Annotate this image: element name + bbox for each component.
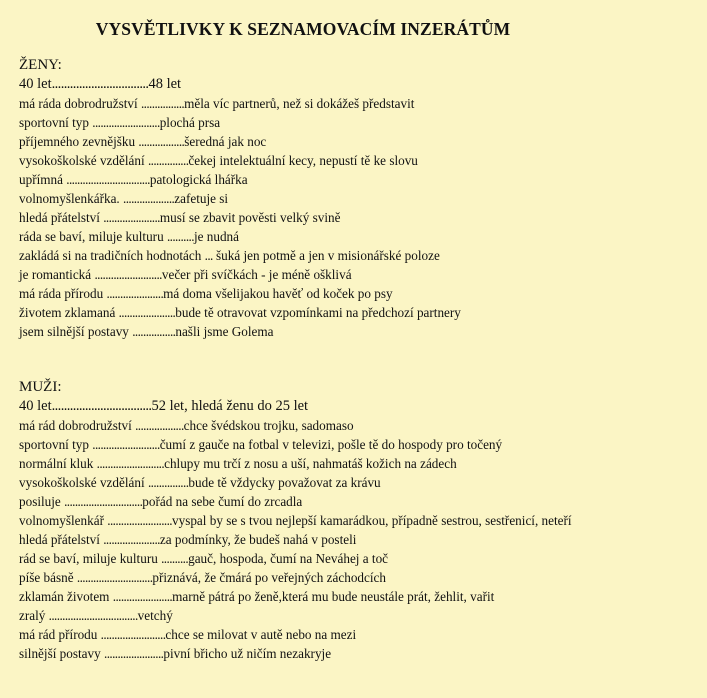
dot-leader: ..................... — [118, 305, 176, 320]
ad-meaning: chlupy mu trčí z nosu a uší, nahmatáš kožich na zádech — [164, 456, 457, 471]
list-item — [19, 189, 461, 208]
list-item — [19, 322, 461, 341]
ad-meaning: patologická lhářka — [149, 172, 248, 187]
ad-meaning: šeredná jak noc — [184, 134, 267, 149]
list-item — [19, 94, 461, 113]
dot-leader: .......... — [161, 551, 189, 566]
dot-leader: ................. — [138, 134, 185, 149]
list-item — [19, 397, 572, 416]
dot-leader: ............................ — [76, 570, 153, 585]
ad-phrase: sportovní typ — [19, 437, 93, 452]
list-item — [19, 568, 572, 587]
dot-leader: ................... — [123, 191, 175, 206]
list-item — [19, 170, 461, 189]
ad-meaning: večer při svíčkách - je méně ošklivá — [161, 267, 352, 282]
ad-phrase: má ráda přírodu — [19, 286, 107, 301]
ad-phrase: je romantická — [19, 267, 95, 282]
dot-leader: ..................... — [103, 532, 160, 547]
ad-meaning: čekej intelektuální kecy, nepustí tě ke slovu — [188, 153, 418, 168]
list-item — [19, 284, 461, 303]
ad-phrase: vysokoškolské vzdělání — [19, 475, 148, 490]
ad-phrase: sportovní typ — [19, 115, 93, 130]
list-item — [19, 530, 572, 549]
dot-leader: ................ — [140, 96, 185, 111]
ad-meaning: přiznává, že čmárá po veřejných záchodcích — [152, 570, 386, 585]
dot-leader: ......................... — [92, 437, 160, 452]
dot-leader: ................................ — [51, 76, 149, 92]
section-heading-muzi: MUŽI: — [19, 379, 62, 395]
dot-leader: ...................... — [112, 589, 173, 604]
ad-meaning: bude tě vždycky považovat za krávu — [188, 475, 381, 490]
list-item — [19, 265, 461, 284]
list-item — [19, 246, 461, 265]
ad-phrase: rád se baví, miluje kulturu — [19, 551, 162, 566]
list-item — [19, 132, 461, 151]
dot-leader: ...................... — [104, 646, 164, 661]
dot-leader: ......................... — [96, 456, 165, 471]
list-item — [19, 625, 572, 644]
zeny-list — [19, 75, 461, 341]
dot-leader: .................. — [135, 418, 184, 433]
ad-meaning: 52 let, hledá ženu do 25 let — [151, 398, 309, 414]
ad-meaning: je nudná — [193, 229, 239, 244]
list-item — [19, 416, 572, 435]
dot-leader: ..................... — [106, 286, 164, 301]
ad-phrase: volnomyšlenkář — [19, 513, 108, 528]
ad-phrase: má rád přírodu — [19, 627, 101, 642]
ad-phrase: životem zklamaná — [19, 305, 119, 320]
dot-leader: ......................... — [92, 115, 160, 130]
ad-phrase: hledá přátelství — [19, 532, 104, 547]
ad-meaning: marně pátrá po ženě,která mu bude neustále prát, žehlit, vařit — [172, 589, 495, 604]
dot-leader: ............... — [147, 153, 189, 168]
ad-meaning: našli jsme Golema — [175, 324, 274, 339]
ad-phrase: hledá přátelství — [19, 210, 104, 225]
ad-meaning: má doma všelijakou havěť od koček po psy — [163, 286, 393, 301]
dot-leader: ..................... — [103, 210, 160, 225]
list-item — [19, 303, 461, 322]
list-item — [19, 208, 461, 227]
dot-leader: ............... — [147, 475, 189, 490]
list-item — [19, 549, 572, 568]
ad-meaning: plochá prsa — [159, 115, 221, 130]
ad-phrase: volnomyšlenkářka. — [19, 191, 124, 206]
ad-phrase: 40 let — [19, 76, 52, 92]
ad-phrase: zklamán životem — [19, 589, 113, 604]
list-item — [19, 454, 572, 473]
list-item — [19, 587, 572, 606]
ad-phrase: vysokoškolské vzdělání — [19, 153, 148, 168]
ad-meaning: bude tě otravovat vzpomínkami na předchozí partnery — [175, 305, 461, 320]
list-item — [19, 606, 572, 625]
ad-meaning: pivní břicho už ničím nezakryje — [163, 646, 332, 661]
ad-phrase: příjemného zevnějšku — [19, 134, 139, 149]
ad-phrase: silnější postavy — [19, 646, 104, 661]
ad-meaning: vyspal by se s tvou nejlepší kamarádkou, případně sestrou, sestřenicí, neteří — [172, 513, 572, 528]
dot-leader: ................................. — [51, 398, 152, 414]
page-title: VYSVĚTLIVKY K SEZNAMOVACÍM INZERÁTŮM — [95, 19, 511, 39]
list-item — [19, 492, 572, 511]
ad-meaning: chce švédskou trojku, sadomaso — [183, 418, 354, 433]
ad-phrase: 40 let — [19, 398, 52, 414]
ad-meaning: gauč, hospoda, čumí na Neváhej a toč — [188, 551, 389, 566]
ad-phrase: jsem silnější postavy — [19, 324, 133, 339]
list-item — [19, 511, 572, 530]
dot-leader: ............................... — [66, 172, 150, 187]
ad-meaning: čumí z gauče na fotbal v televizi, pošle tě do hospody pro točený — [159, 437, 503, 452]
ad-meaning: zafetuje si — [174, 191, 229, 206]
list-item — [19, 75, 461, 94]
list-item — [19, 227, 461, 246]
ad-phrase: zakládá si na tradičních hodnotách — [19, 248, 205, 263]
ad-meaning: chce se milovat v autě nebo na mezi — [165, 627, 357, 642]
dot-leader: ........................ — [107, 513, 173, 528]
ad-phrase: má rád dobrodružství — [19, 418, 136, 433]
list-item — [19, 644, 572, 663]
ad-meaning: za podmínky, že budeš nahá v posteli — [159, 532, 357, 547]
list-item — [19, 113, 461, 132]
dot-leader: ........................ — [100, 627, 166, 642]
dot-leader: ................................. — [48, 608, 138, 623]
ad-phrase: normální kluk — [19, 456, 97, 471]
ad-phrase: ráda se baví, miluje kulturu — [19, 229, 167, 244]
ad-phrase: zralý — [19, 608, 49, 623]
dot-leader: ................ — [132, 324, 176, 339]
ad-meaning: musí se zbavit pověsti velký svině — [159, 210, 341, 225]
dot-leader: ......................... — [94, 267, 162, 282]
ad-meaning: šuká jen potmě a jen v misionářské poloze — [212, 248, 440, 263]
ad-phrase: píše básně — [19, 570, 77, 585]
dot-leader: ............................. — [64, 494, 143, 509]
ad-meaning: 48 let — [148, 76, 182, 92]
ad-phrase: má ráda dobrodružství — [19, 96, 141, 111]
section-heading-zeny: ŽENY: — [19, 57, 62, 73]
dot-leader: ... — [204, 248, 213, 263]
dot-leader: .......... — [166, 229, 194, 244]
ad-phrase: posiluje — [19, 494, 65, 509]
ad-phrase: upřímná — [19, 172, 67, 187]
ad-meaning: pořád na sebe čumí do zrcadla — [142, 494, 303, 509]
ad-meaning: vetchý — [137, 608, 173, 623]
list-item — [19, 435, 572, 454]
ad-meaning: měla víc partnerů, než si dokážeš představit — [184, 96, 415, 111]
muzi-list — [19, 397, 572, 663]
list-item — [19, 473, 572, 492]
list-item — [19, 151, 461, 170]
